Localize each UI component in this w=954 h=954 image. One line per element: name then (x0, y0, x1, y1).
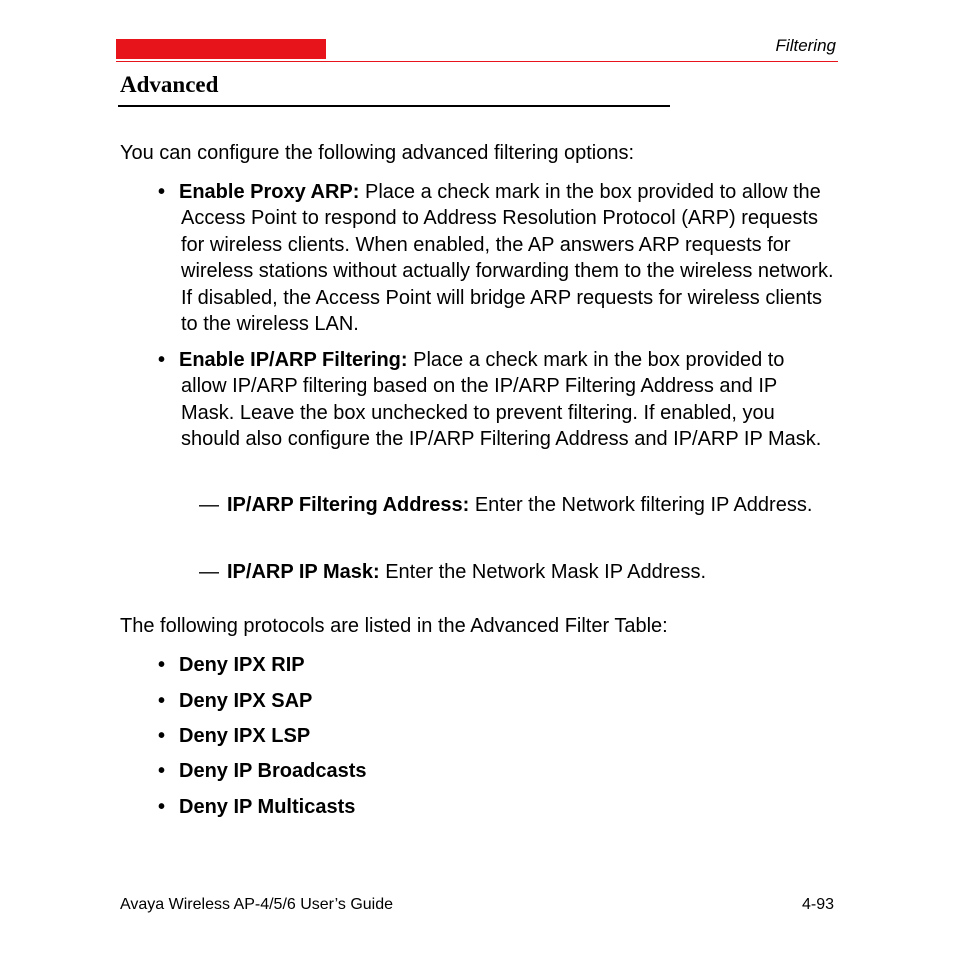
protocol-label: Deny IPX LSP (179, 725, 311, 747)
sub-item-lead: IP/ARP IP Mask: (227, 561, 380, 583)
bullet-item-proxy-arp (158, 179, 834, 337)
section-heading: Advanced (120, 72, 219, 97)
bullet-marker: • (158, 690, 166, 712)
header-rule (116, 61, 838, 62)
bullet-item-ip-arp-filtering (158, 347, 834, 453)
protocol-label: Deny IPX SAP (179, 690, 313, 712)
sub-item-text: Enter the Network Mask IP Address. (379, 561, 707, 583)
sub-item-filtering-address (199, 492, 819, 518)
sub-item-lead: IP/ARP Filtering Address: (227, 494, 470, 516)
footer-guide-title: Avaya Wireless AP-4/5/6 User’s Guide (120, 896, 394, 913)
bullet-lead: Enable Proxy ARP: (179, 181, 360, 203)
protocol-label: Deny IP Multicasts (179, 796, 356, 818)
header-accent-bar (116, 39, 326, 59)
protocol-label: Deny IPX RIP (179, 654, 305, 676)
protocol-item (158, 758, 367, 784)
bullet-marker: • (158, 725, 166, 747)
table-intro-paragraph: The following protocols are listed in the Advanced Filter Table: (120, 615, 668, 637)
intro-paragraph: You can configure the following advanced filtering options: (120, 142, 635, 164)
bullet-marker: • (158, 654, 166, 676)
protocol-item (158, 688, 312, 714)
dash-marker: — (199, 494, 219, 516)
bullet-text: Place a check mark in the box provided to allow the Access Point to respond to Address Resolution Protocol (ARP) requests for wireless clients. When enabled, the AP answers ARP requests for wireless stations without actually forwarding them to the wireless network. If disabled, the Access Point will bridge ARP requests for wireless clients to the wireless LAN. (181, 181, 834, 336)
bullet-marker: • (158, 349, 166, 371)
sub-item-text: Enter the Network filtering IP Address. (469, 494, 813, 516)
bullet-marker: • (158, 181, 166, 203)
footer-page-number: 4-93 (801, 896, 834, 913)
protocol-item (158, 652, 305, 678)
protocol-item (158, 794, 355, 820)
bullet-marker: • (158, 796, 166, 818)
bullet-text: Place a check mark in the box provided to allow IP/ARP filtering based on the IP/ARP Filtering Address and IP Mask. Leave the box unchecked to prevent filtering. If enabled, you should also configure the IP/ARP Filtering Address and IP/ARP IP Mask. (181, 349, 822, 451)
protocol-label: Deny IP Broadcasts (179, 760, 367, 782)
header-section-title: Filtering (775, 36, 836, 55)
dash-marker: — (199, 561, 219, 583)
bullet-lead: Enable IP/ARP Filtering: (179, 349, 408, 371)
protocol-item (158, 723, 310, 749)
bullet-marker: • (158, 760, 166, 782)
heading-underline (118, 105, 670, 107)
sub-item-ip-mask (199, 559, 819, 585)
